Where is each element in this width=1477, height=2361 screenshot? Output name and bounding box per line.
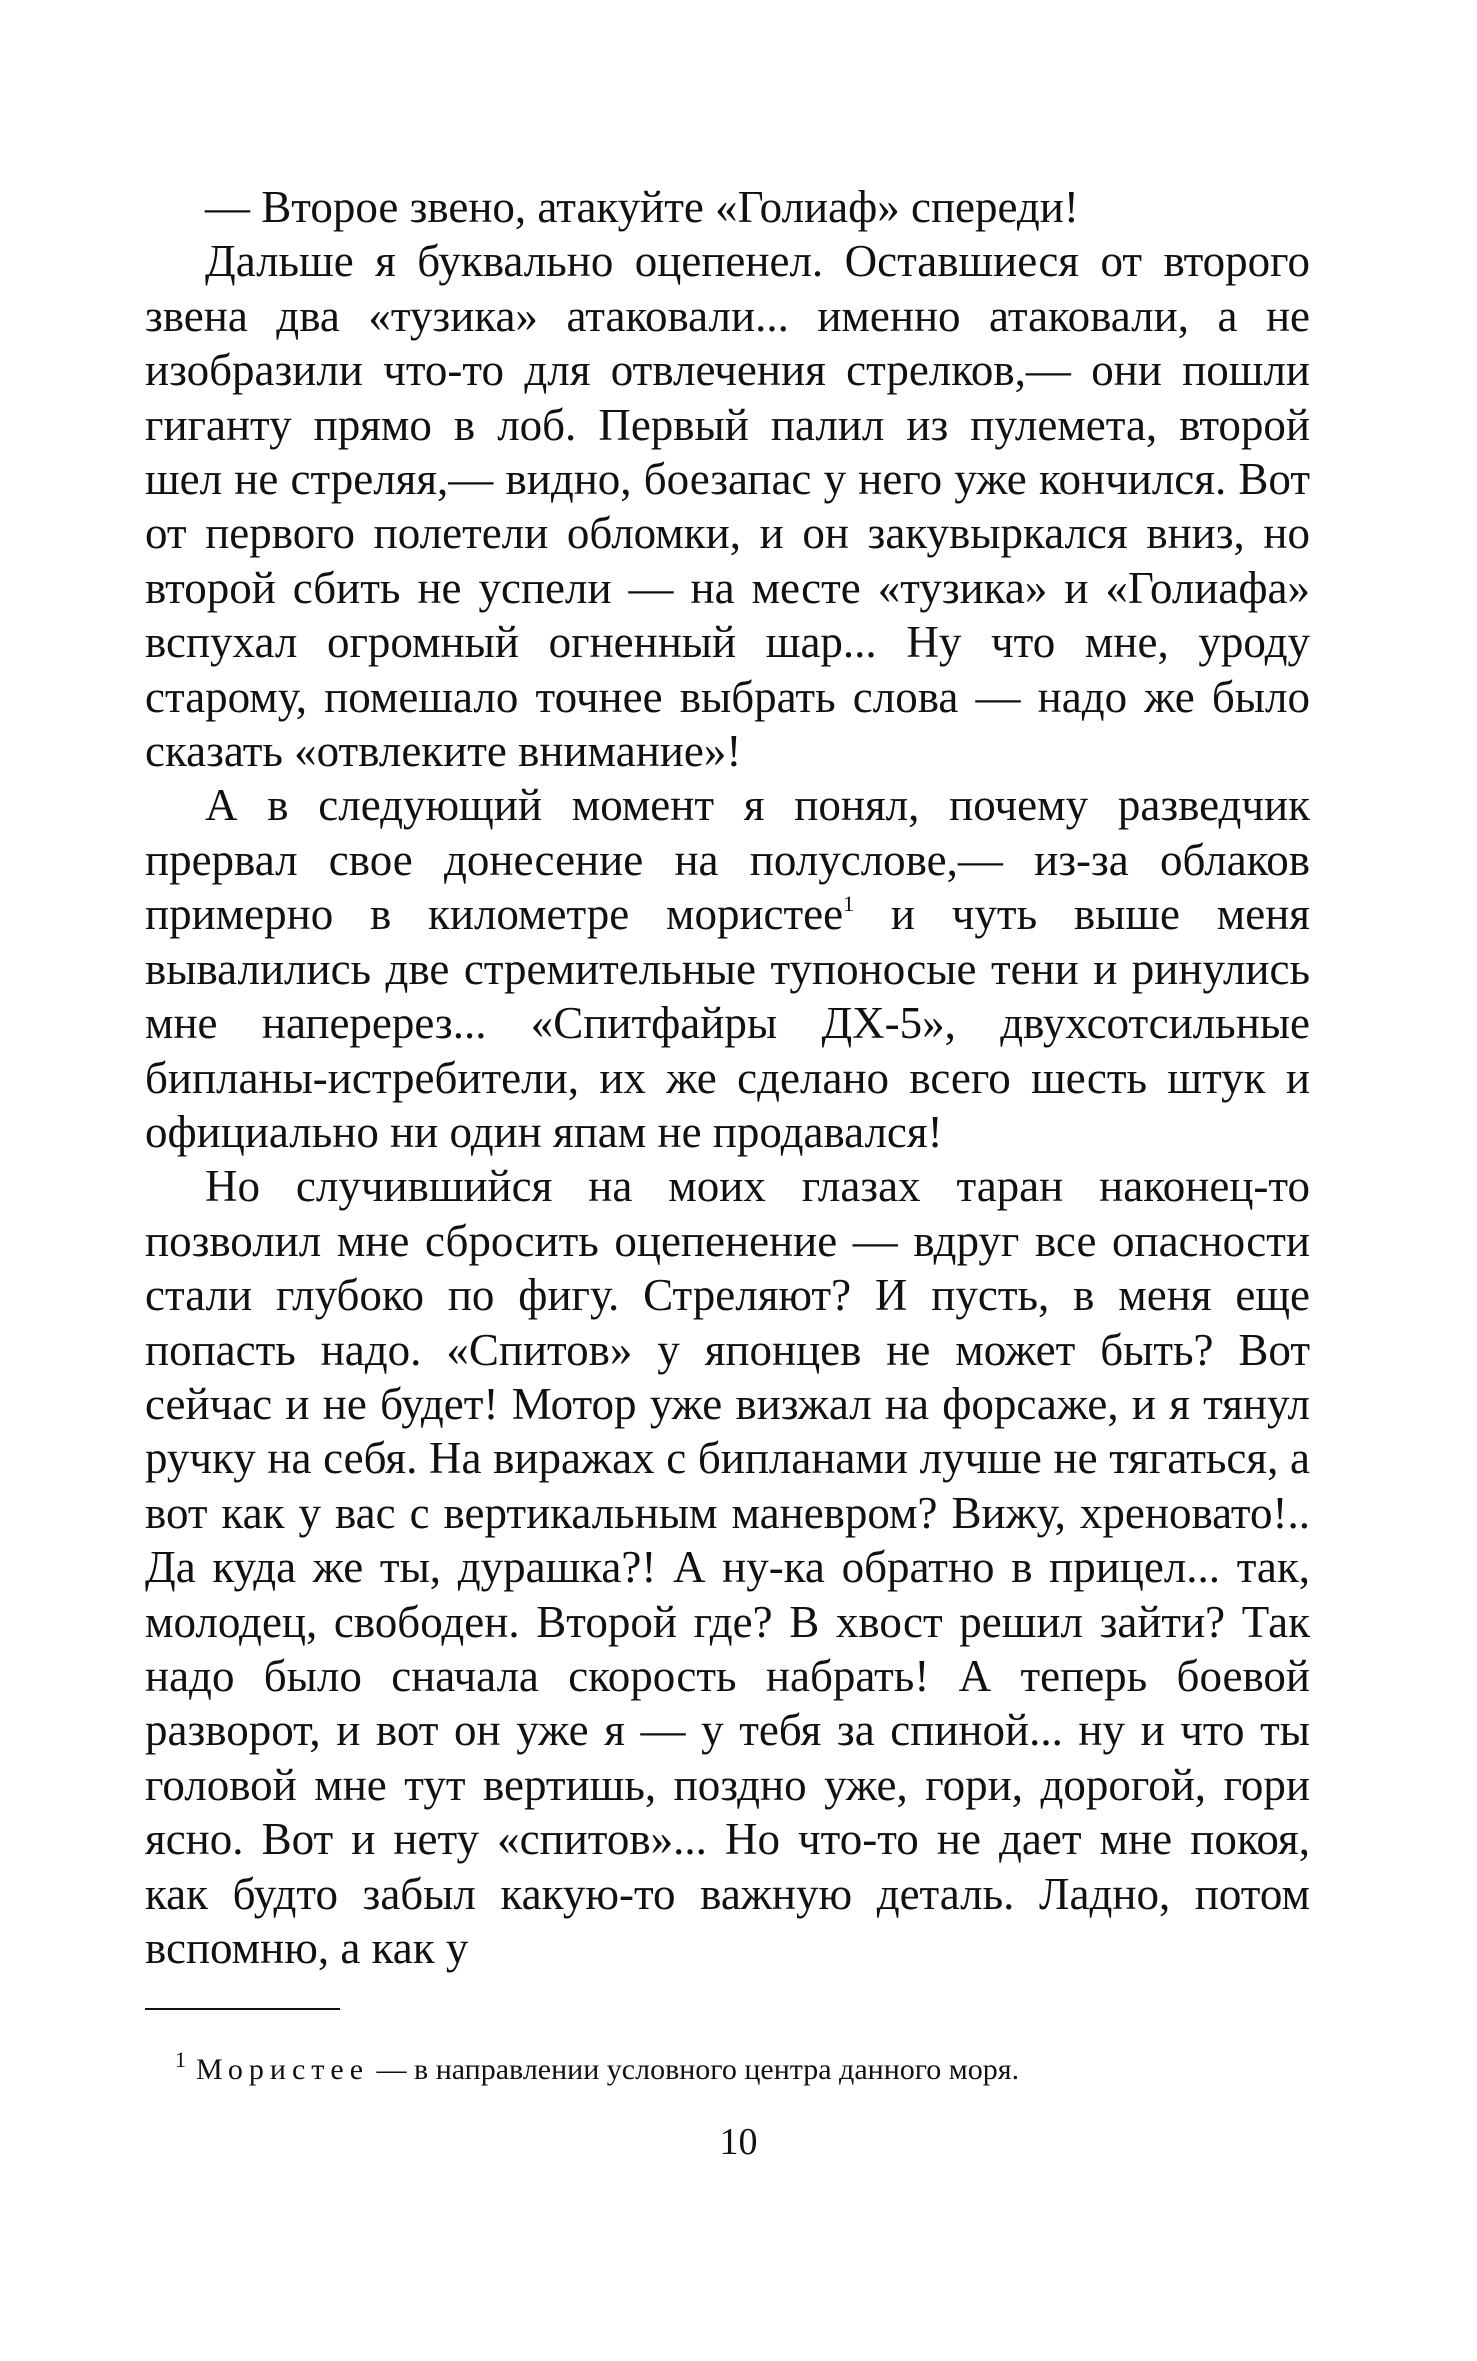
footnote-reference[interactable]: 1 bbox=[843, 891, 855, 917]
footnote-term: Мористее bbox=[196, 2053, 370, 2086]
paragraph-2: Дальше я буквально оцепенел. Оставшиеся от второго звена два «тузика» атаковали... именно атаковали, а не изобразили что-то для отвлечения стрелков,— они пошли гиганту прямо в лоб. Первый палил из пулемета, второй шел не стреляя,— видно, боезапас у него уже кончился. Вот от первого полетели обломки, и он закувыркался вниз, но второй сбить не успели — на месте «тузика» и «Голиафа» вспухал огромный огненный шар... Ну что мне, уроду старому, помешало точнее выбрать слова — надо же было сказать «отвлеките внимание»! bbox=[145, 236, 1310, 777]
page-number: 10 bbox=[719, 2121, 758, 2163]
paragraph-4: Но случившийся на моих глазах таран наконец-то позволил мне сбросить оцепенение — вдруг все опасности стали глубоко по фигу. Стреляют? И пусть, в меня еще попасть надо. «Спитов» у японцев не может быть? Вот сейчас и не будет! Мотор уже визжал на форсаже, и я тянул ручку на себя. На виражах с бипланами лучше не тягаться, а вот как у вас с вертикальным маневром? Вижу, хреновато!.. Да куда же ты, дурашка?! А ну-ка обратно в прицел... так, молодец, свободен. Второй где? В хвост решил зайти? Так надо было сначала скорость набрать! А теперь боевой разворот, и вот он уже я — у тебя за спиной... ну и что ты головой мне тут вертишь, поздно уже, гори, дорогой, гори ясно. Вот и нету «спитов»... Но что-то не дает мне покоя, как будто забыл какую-то важную деталь. Ладно, потом вспомню, а как у bbox=[145, 1161, 1310, 1973]
footnote-mark: 1 bbox=[175, 2047, 186, 2072]
page-body bbox=[145, 180, 1310, 1975]
paragraph-3-text-before: А в следующий момент я понял, почему разведчик прервал свое донесение на полуслове,— из-за облаков примерно в километре мористее bbox=[145, 780, 1310, 940]
footnote-divider bbox=[145, 2008, 340, 2010]
footnote bbox=[175, 2040, 1275, 2090]
paragraph-3 bbox=[145, 778, 1310, 1159]
paragraph-3-text-after: и чуть выше меня вывалились две стремительные тупоносые тени и ринулись мне наперерез... «Спитфайры ДХ-5», двухсотсильные бипланы-истребители, их же сделано всего шесть штук и официально ни один япам не продавался! bbox=[145, 889, 1310, 1157]
footnote-text: — в направлении условного центра данного моря. bbox=[369, 2053, 1020, 2086]
paragraph-1: — Второе звено, атакуйте «Голиаф» спереди! bbox=[205, 182, 1079, 232]
